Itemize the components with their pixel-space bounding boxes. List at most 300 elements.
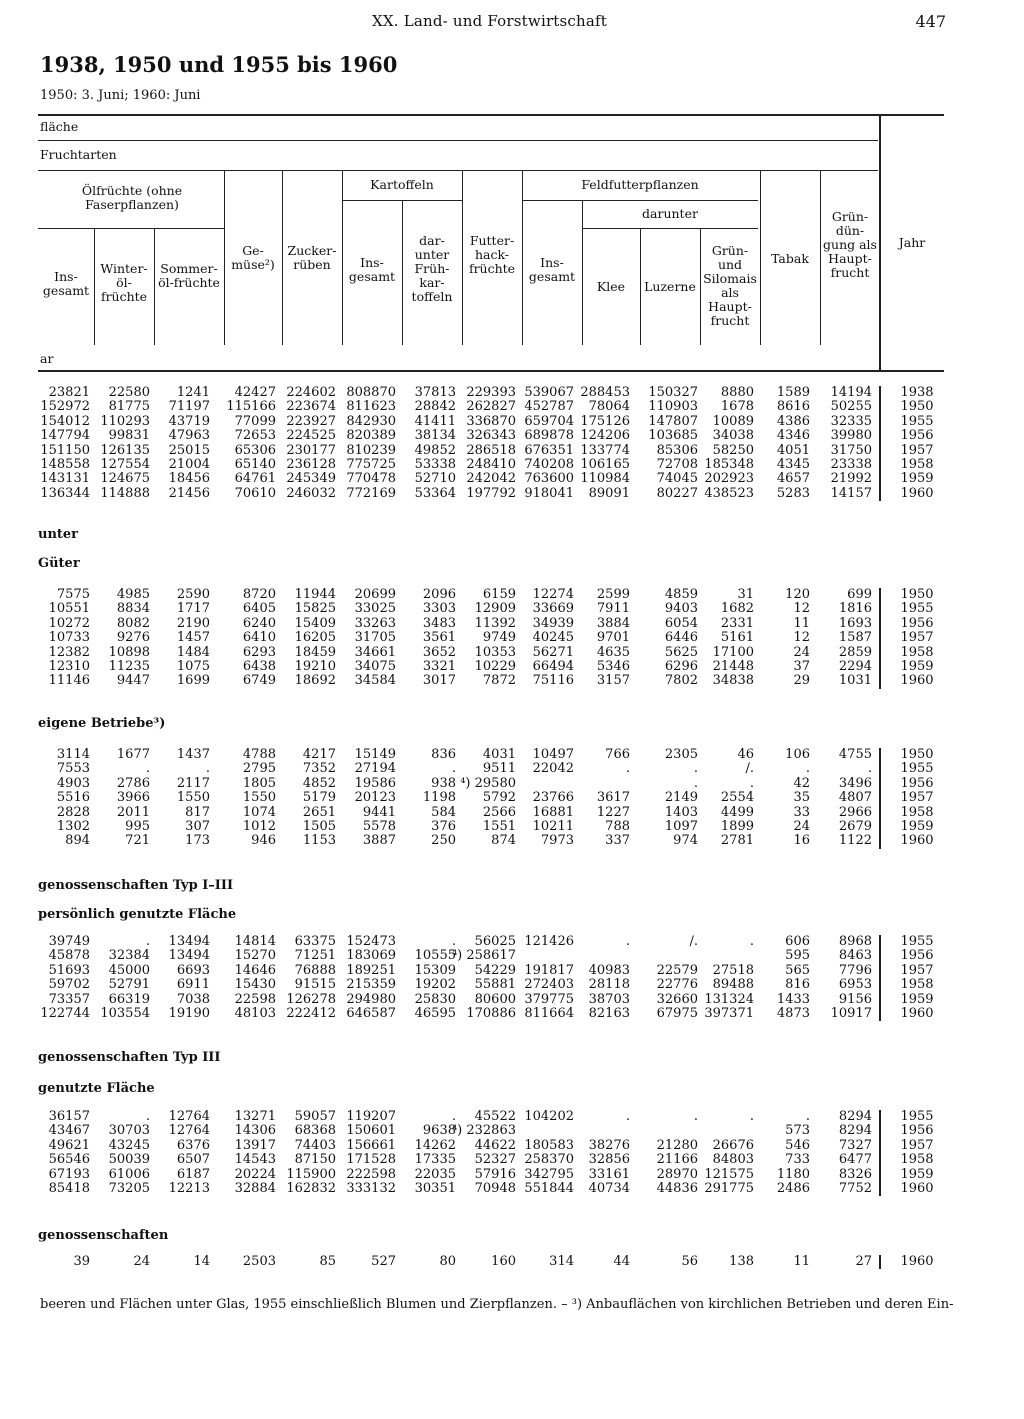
table-cell: 19210	[294, 659, 336, 674]
table-cell: ⁴) 29580	[460, 775, 516, 791]
table-cell: .	[625, 761, 630, 777]
table-cell: 43467	[48, 1123, 90, 1139]
table-cell: 215359	[346, 977, 396, 993]
table-cell: 788	[605, 819, 630, 834]
table-cell: 143131	[40, 471, 90, 487]
table-cell: 51693	[48, 962, 90, 978]
table-cell: 17335	[414, 1152, 456, 1168]
table-cell: 50039	[108, 1152, 150, 1168]
table-cell: 16205	[294, 630, 336, 646]
table-cell: 30703	[108, 1123, 150, 1139]
table-cell: 8968	[838, 934, 872, 949]
table-cell: 573	[785, 1123, 810, 1139]
table-cell: 6438	[242, 659, 276, 674]
table-cell: 31705	[354, 630, 396, 646]
table-cell: 32335	[830, 413, 872, 429]
table-cell: 63375	[294, 934, 336, 949]
year-divider	[879, 1110, 881, 1196]
table-cell: 72653	[234, 428, 276, 444]
table-cell: 2795	[242, 761, 276, 777]
table-cell: 38703	[588, 991, 630, 1007]
header-unit-label: ar	[40, 351, 54, 366]
table-cell: 44836	[656, 1181, 698, 1196]
table-cell: 42427	[234, 385, 276, 400]
table-cell: 1153	[302, 833, 336, 849]
header-top-rule	[38, 114, 944, 116]
table-cell: 307	[185, 819, 210, 834]
table-cell: 22579	[656, 962, 698, 978]
table-cell: 66319	[108, 991, 150, 1007]
table-cell: 120	[785, 587, 810, 602]
table-cell: 314	[549, 1254, 574, 1269]
table-cell: 27194	[354, 761, 396, 777]
table-cell: 4217	[302, 747, 336, 762]
section-heading: genossenschaften	[38, 1228, 169, 1243]
table-cell: 8294	[838, 1123, 872, 1139]
table-cell-year: 1956	[900, 948, 934, 964]
table-cell: 23766	[532, 790, 574, 806]
table-cell: 49621	[48, 1137, 90, 1153]
table-cell: 10733	[48, 630, 90, 646]
table-cell: 185348	[704, 457, 754, 472]
table-cell: 55881	[474, 977, 516, 993]
table-cell-year: 1956	[900, 775, 934, 791]
header-row1-label: fläche	[40, 119, 79, 134]
table-cell: 48103	[234, 1006, 276, 1021]
table-cell: 10551	[48, 601, 90, 617]
table-cell: 115900	[286, 1166, 336, 1182]
table-cell: 1678	[720, 399, 754, 415]
table-cell: 124675	[100, 471, 150, 487]
table-cell: 13271	[234, 1109, 276, 1124]
table-cell: 4499	[720, 804, 754, 820]
header-sub-rule-feld	[522, 200, 758, 201]
table-cell: 73357	[48, 991, 90, 1007]
table-cell: 2554	[720, 790, 754, 806]
table-cell: 7327	[838, 1137, 872, 1153]
table-cell: 946	[251, 833, 276, 849]
table-cell: 9276	[116, 630, 150, 646]
table-cell: 26676	[712, 1137, 754, 1153]
table-cell: 34584	[354, 673, 396, 689]
table-cell: 245349	[286, 471, 336, 487]
table-cell: 147807	[648, 413, 698, 429]
table-cell: 28118	[588, 977, 630, 993]
table-cell: 180583	[524, 1137, 574, 1153]
year-divider	[879, 935, 881, 1021]
table-cell: 326343	[466, 428, 516, 444]
table-cell: 72708	[656, 457, 698, 472]
table-cell: 16	[793, 833, 810, 849]
table-cell: 152972	[40, 399, 90, 415]
header-sub-rule-oel	[38, 228, 224, 229]
table-cell: 224602	[286, 385, 336, 400]
table-cell: 6054	[664, 615, 698, 631]
table-cell: 1075	[176, 659, 210, 674]
table-cell: 1587	[838, 630, 872, 646]
table-cell: 1699	[176, 673, 210, 689]
table-cell: 7872	[482, 673, 516, 689]
table-cell: 842930	[346, 413, 396, 429]
table-cell: 7553	[56, 761, 90, 777]
table-cell: 18692	[294, 673, 336, 689]
table-cell: 1816	[838, 601, 872, 617]
table-cell: 2781	[720, 833, 754, 849]
table-cell: 242042	[466, 471, 516, 487]
table-cell-year: 1960	[900, 673, 934, 689]
table-cell: 80	[439, 1254, 456, 1269]
header-sub-rule-darunter	[582, 228, 758, 229]
table-cell: 24	[793, 819, 810, 834]
table-cell: 5578	[362, 819, 396, 834]
table-cell-year: 1960	[900, 1181, 934, 1196]
table-cell: 1122	[838, 833, 872, 849]
table-cell: 15149	[354, 747, 396, 762]
table-cell: .	[749, 934, 754, 949]
table-cell: 15430	[234, 977, 276, 993]
table-cell: 584	[431, 804, 456, 820]
table-cell: 80600	[474, 991, 516, 1007]
table-cell: 66494	[532, 659, 574, 674]
table-cell: 8082	[116, 615, 150, 631]
table-cell: .	[693, 775, 698, 791]
table-cell: 110293	[100, 413, 150, 429]
table-cell: 170886	[466, 1006, 516, 1021]
table-cell: 11944	[294, 587, 336, 602]
table-cell-year: 1959	[900, 659, 934, 674]
column-header: Ins-gesamt	[528, 255, 576, 284]
table-cell: 6693	[176, 962, 210, 978]
table-cell-year: 1955	[900, 934, 934, 949]
table-cell: 659704	[524, 413, 574, 429]
table-cell: 763600	[524, 471, 574, 487]
table-cell: 46	[737, 747, 754, 762]
table-cell: 85	[319, 1254, 336, 1269]
table-cell: 15309	[414, 962, 456, 978]
table-cell: 772169	[346, 485, 396, 501]
table-cell: 222598	[346, 1166, 396, 1182]
table-cell: 138	[729, 1254, 754, 1269]
section-heading: genossenschaften Typ I–III	[38, 878, 234, 893]
table-cell: 337	[605, 833, 630, 849]
page-number: 447	[915, 12, 946, 31]
table-cell: 74045	[656, 471, 698, 487]
table-cell: 14262	[414, 1137, 456, 1153]
year-divider	[879, 748, 881, 849]
section-subheading: Güter	[38, 556, 80, 571]
table-cell: 874	[491, 833, 516, 849]
table-cell-year: 1955	[900, 413, 934, 429]
table-cell: 84803	[712, 1152, 754, 1168]
table-cell: 379775	[524, 991, 574, 1007]
table-cell: 67193	[48, 1166, 90, 1182]
table-cell: 1012	[242, 819, 276, 834]
table-cell: 8720	[242, 587, 276, 602]
table-cell: 286518	[466, 442, 516, 458]
table-cell: 33263	[354, 615, 396, 631]
table-cell: 22598	[234, 991, 276, 1007]
table-cell: 126135	[100, 442, 150, 458]
table-cell: 18459	[294, 644, 336, 660]
table-cell: 452787	[524, 399, 574, 415]
table-cell: 2503	[242, 1254, 276, 1269]
table-cell: 376	[431, 819, 456, 834]
table-cell-year: 1958	[900, 457, 934, 472]
table-cell: 8463	[838, 948, 872, 964]
table-cell: .	[749, 1109, 754, 1124]
table-cell: 183069	[346, 948, 396, 964]
table-cell: 19586	[354, 775, 396, 791]
table-cell: 106165	[580, 457, 630, 472]
table-cell: 21992	[830, 471, 872, 487]
table-cell: 250	[431, 833, 456, 849]
table-cell: 89488	[712, 977, 754, 993]
table-cell: 4859	[664, 587, 698, 602]
table-cell: 1097	[664, 819, 698, 834]
table-cell: 336870	[466, 413, 516, 429]
table-cell: 11146	[48, 673, 90, 689]
table-cell: 13494	[168, 948, 210, 964]
column-header: Ge-müse²)	[231, 243, 275, 272]
table-cell: 156661	[346, 1137, 396, 1153]
table-cell: 10229	[474, 659, 516, 674]
table-cell: 175126	[580, 413, 630, 429]
table-cell: 14157	[830, 485, 872, 501]
table-cell-year: 1950	[900, 399, 934, 415]
table-cell: 6410	[242, 630, 276, 646]
table-cell: 14306	[234, 1123, 276, 1139]
table-cell: 817	[185, 804, 210, 820]
table-cell: .	[625, 934, 630, 949]
table-cell: 29	[793, 673, 810, 689]
table-cell: 171528	[346, 1152, 396, 1168]
table-cell: 974	[673, 833, 698, 849]
table-cell: 173	[185, 833, 210, 849]
table-cell: 34939	[532, 615, 574, 631]
table-cell: .	[693, 1109, 698, 1124]
header-group-feldfutter: Feldfutterpflanzen	[581, 177, 699, 192]
table-cell: 8294	[838, 1109, 872, 1124]
table-cell: 1302	[56, 819, 90, 834]
table-cell: 1805	[242, 775, 276, 791]
section-heading: unter	[38, 527, 79, 542]
table-cell: 78064	[588, 399, 630, 415]
table-cell: 124206	[580, 428, 630, 444]
table-cell: 39980	[830, 428, 872, 444]
table-cell: 131324	[704, 991, 754, 1007]
table-cell: 59702	[48, 977, 90, 993]
table-cell: 3884	[596, 615, 630, 631]
table-cell: 53338	[414, 457, 456, 472]
table-cell: 5346	[596, 659, 630, 674]
table-cell: 4386	[776, 413, 810, 429]
table-cell: 14814	[234, 934, 276, 949]
table-cell: 11392	[474, 615, 516, 631]
column-header: dar-unter Früh-kar-toffeln	[411, 233, 453, 304]
table-cell: .	[749, 775, 754, 791]
table-cell: .	[451, 1109, 456, 1124]
table-cell-year: 1958	[900, 644, 934, 660]
table-cell: 71251	[294, 948, 336, 964]
table-cell: 11	[793, 1254, 810, 1269]
table-cell: 52791	[108, 977, 150, 993]
table-cell: 1241	[176, 385, 210, 400]
table-cell: 147794	[40, 428, 90, 444]
table-cell: 14	[193, 1254, 210, 1269]
table-cell: 246032	[286, 485, 336, 501]
table-cell: 1437	[176, 747, 210, 762]
table-cell: 21448	[712, 659, 754, 674]
table-cell: 3017	[422, 673, 456, 689]
table-cell: 33025	[354, 601, 396, 617]
table-cell: .	[625, 1109, 630, 1124]
table-cell: 10211	[532, 819, 574, 834]
table-cell: 27518	[712, 962, 754, 978]
header-rule-2	[38, 140, 878, 141]
table-cell: 126278	[286, 991, 336, 1007]
column-header: Luzerne	[644, 279, 696, 294]
table-cell: 52327	[474, 1152, 516, 1168]
table-cell: 995	[125, 819, 150, 834]
column-header: Sommer-öl-früchte	[158, 261, 220, 290]
table-cell: 75116	[532, 673, 574, 689]
table-cell-year: 1957	[900, 630, 934, 646]
table-cell: 3496	[838, 775, 872, 791]
table-cell: 9749	[482, 630, 516, 646]
table-cell: 6405	[242, 601, 276, 617]
table-cell: 45000	[108, 962, 150, 978]
table-cell: 33	[793, 804, 810, 820]
table-cell: 91515	[294, 977, 336, 993]
table-cell: 160	[491, 1254, 516, 1269]
table-cell: 82163	[588, 1006, 630, 1021]
table-cell: 12310	[48, 659, 90, 674]
table-cell: 34075	[354, 659, 396, 674]
header-group-kartoffeln: Kartoffeln	[370, 177, 434, 192]
table-cell: 35	[793, 790, 810, 806]
table-cell: 21280	[656, 1137, 698, 1153]
year-divider	[879, 386, 881, 501]
table-cell: 438523	[704, 485, 754, 501]
table-cell: 25830	[414, 991, 456, 1007]
table-cell: 12213	[168, 1181, 210, 1196]
table-cell-year: 1950	[900, 587, 934, 602]
table-cell: 49852	[414, 442, 456, 458]
table-cell: ⁴) 232863	[451, 1123, 516, 1139]
table-cell: 2828	[56, 804, 90, 820]
header-bottom-rule	[38, 370, 944, 372]
table-cell: 595	[785, 948, 810, 964]
column-header: Futter-hack-früchte	[468, 233, 516, 276]
table-cell: 44	[613, 1254, 630, 1269]
table-cell: 89091	[588, 485, 630, 501]
table-cell: 546	[785, 1137, 810, 1153]
table-cell: 74403	[294, 1137, 336, 1153]
table-cell: 294980	[346, 991, 396, 1007]
table-cell-year: 1958	[900, 977, 934, 993]
table-cell: 2011	[116, 804, 150, 820]
table-cell: 119207	[346, 1109, 396, 1124]
table-cell: 5161	[720, 630, 754, 646]
table-cell: 230177	[286, 442, 336, 458]
table-cell: 70948	[474, 1181, 516, 1196]
table-cell: 9638	[422, 1123, 456, 1139]
table-cell: 47963	[168, 428, 210, 444]
table-cell: 2190	[176, 615, 210, 631]
table-cell: 9511	[482, 761, 516, 777]
table-cell: 6159	[482, 587, 516, 602]
table-cell: 3652	[422, 644, 456, 660]
table-cell: 4031	[482, 747, 516, 762]
table-cell-year: 1955	[900, 761, 934, 777]
table-cell: 106	[785, 747, 810, 762]
section-heading: eigene Betriebe³)	[38, 716, 166, 731]
table-cell: 59057	[294, 1109, 336, 1124]
table-cell: 342795	[524, 1166, 574, 1182]
table-cell: 99831	[108, 428, 150, 444]
table-cell: 150327	[648, 385, 698, 400]
table-cell: 2294	[838, 659, 872, 674]
column-header: Jahr	[898, 235, 926, 250]
table-cell: 1550	[176, 790, 210, 806]
table-cell: 68368	[294, 1123, 336, 1139]
table-cell: 808870	[346, 385, 396, 400]
table-cell: 4852	[302, 775, 336, 791]
column-header: Klee	[596, 279, 626, 294]
table-cell: .	[693, 761, 698, 777]
table-cell: 57916	[474, 1166, 516, 1182]
table-cell: 32384	[108, 948, 150, 964]
table-cell: 115166	[226, 399, 276, 415]
table-cell: 73205	[108, 1181, 150, 1196]
table-cell: 103685	[648, 428, 698, 444]
table-cell: 20123	[354, 790, 396, 806]
table-cell: 76888	[294, 962, 336, 978]
table-cell-year: 1957	[900, 442, 934, 458]
page-subtitle: 1950: 3. Juni; 1960: Juni	[40, 88, 201, 103]
table-cell: 10555	[414, 948, 456, 964]
table-cell: 14194	[830, 385, 872, 400]
table-cell-year: 1960	[900, 1006, 934, 1021]
table-cell: 70610	[234, 485, 276, 501]
table-cell: 28970	[656, 1166, 698, 1182]
table-cell: .	[451, 761, 456, 777]
table-cell: 56025	[474, 934, 516, 949]
table-cell: 154012	[40, 413, 90, 429]
table-cell: 12382	[48, 644, 90, 660]
table-cell: 110984	[580, 471, 630, 487]
table-cell: 333132	[346, 1181, 396, 1196]
table-cell: 25015	[168, 442, 210, 458]
column-header: Ins-gesamt	[42, 269, 90, 298]
table-cell: 197792	[466, 485, 516, 501]
table-cell: 6911	[176, 977, 210, 993]
table-cell: 7911	[596, 601, 630, 617]
table-cell: 7796	[838, 962, 872, 978]
table-cell: 20224	[234, 1166, 276, 1182]
table-cell: 10917	[830, 1006, 872, 1021]
table-cell: 23821	[48, 385, 90, 400]
table-cell-year: 1958	[900, 1152, 934, 1168]
table-cell: .	[205, 761, 210, 777]
table-cell: 8880	[720, 385, 754, 400]
table-cell: 31	[737, 587, 754, 602]
table-cell: 22042	[532, 761, 574, 777]
table-cell: 1180	[776, 1166, 810, 1182]
table-cell: 1899	[720, 819, 754, 834]
table-cell: 39749	[48, 934, 90, 949]
table-cell: 236128	[286, 457, 336, 472]
